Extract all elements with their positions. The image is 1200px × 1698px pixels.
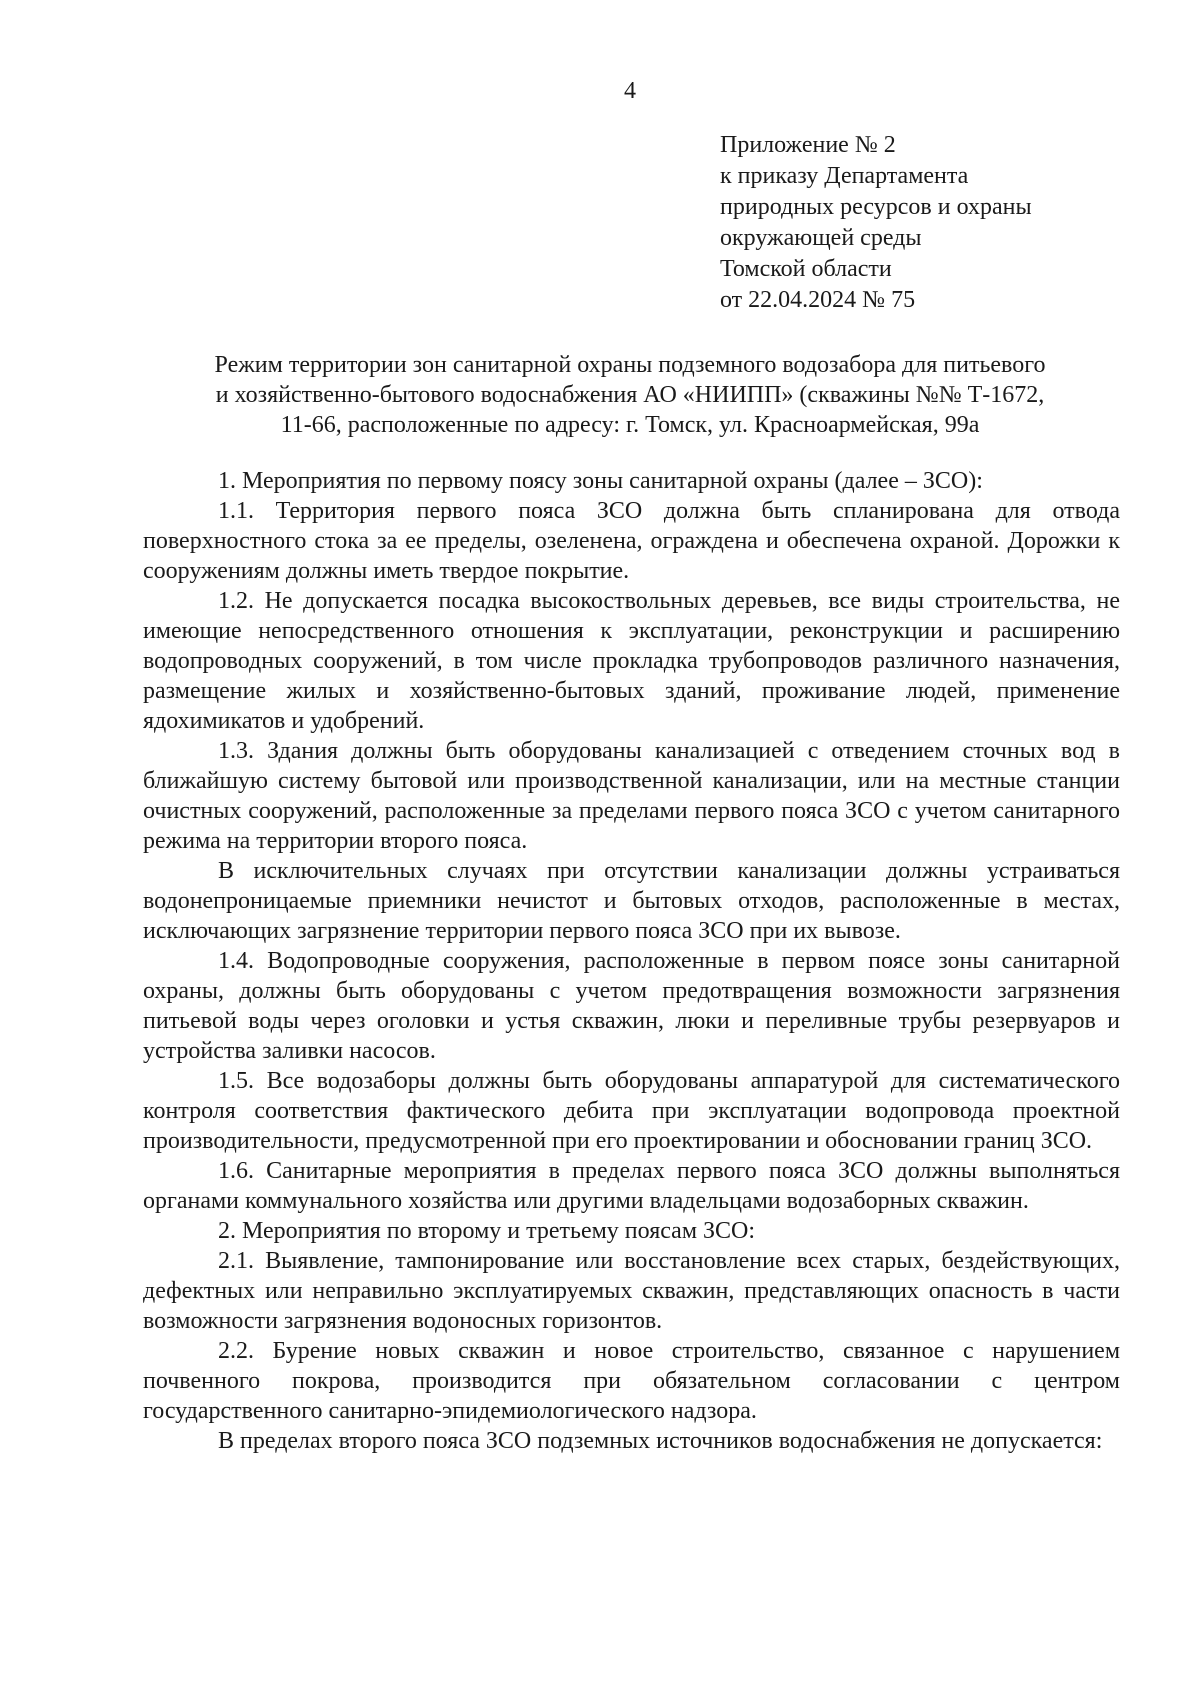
paragraph-2-1: 2.1. Выявление, тампонирование или восстановление всех старых, бездействующих, дефектных или неправильно эксплуатируемых скважин, представляющих опасность в части возможности загрязнения водоносных горизонтов. [143,1248,1120,1334]
appendix-line: от 22.04.2024 № 75 [720,287,916,313]
appendix-line: природных ресурсов и охраны [720,194,1032,220]
paragraph-1-1: 1.1. Территория первого пояса ЗСО должна быть спланирована для отвода поверхностного стока за ее пределы, озеленена, ограждена и обеспечена охраной. Дорожки к сооружениям должны иметь твердое покрытие. [143,498,1120,584]
paragraph-1-5: 1.5. Все водозаборы должны быть оборудованы аппаратурой для систематического контроля соответствия фактического дебита при эксплуатации водопровода проектной производительности, предусмотренной при его проектировании и обосновании границ ЗСО. [143,1068,1120,1154]
appendix-line: окружающей среды [720,225,922,251]
paragraph-second-belt-prohibitions: В пределах второго пояса ЗСО подземных источников водоснабжения не допускается: [218,1428,1103,1454]
title-line: 11-66, расположенные по адресу: г. Томск, ул. Красноармейская, 99а [280,412,980,438]
paragraph-1-3: 1.3. Здания должны быть оборудованы канализацией с отведением сточных вод в ближайшую систему бытовой или производственной канализации, или на местные станции очистных сооружений, расположенные за пределами первого пояса ЗСО с учетом санитарного режима на территории второго пояса. [143,738,1120,854]
appendix-line: Приложение № 2 [720,132,896,158]
page-number: 4 [624,78,636,104]
paragraph-section-2: 2. Мероприятия по второму и третьему поясам ЗСО: [218,1218,756,1244]
paragraph-1-6: 1.6. Санитарные мероприятия в пределах первого пояса ЗСО должны выполняться органами коммунального хозяйства или другими владельцами водозаборных скважин. [143,1158,1120,1214]
paragraph-1-2: 1.2. Не допускается посадка высокоствольных деревьев, все виды строительства, не имеющие непосредственного отношения к эксплуатации, реконструкции и расширению водопроводных сооружений, в том числе прокладка трубопроводов различного назначения, размещение жилых и хозяйственно-бытовых зданий, проживание людей, применение ядохимикатов и удобрений. [143,588,1120,734]
title-line: Режим территории зон санитарной охраны подземного водозабора для питьевого [214,352,1046,378]
paragraph-1-4: 1.4. Водопроводные сооружения, расположенные в первом поясе зоны санитарной охраны, должны быть оборудованы с учетом предотвращения возможности загрязнения питьевой воды через оголовки и устья скважин, люки и переливные трубы резервуаров и устройства заливки насосов. [143,948,1120,1064]
paragraph-exceptional-cases: В исключительных случаях при отсутствии канализации должны устраиваться водонепроницаемые приемники нечистот и бытовых отходов, расположенные в местах, исключающих загрязнение территории первого пояса ЗСО при их вывозе. [143,858,1120,944]
appendix-line: Томской области [720,256,892,282]
appendix-line: к приказу Департамента [720,163,969,189]
paragraph-2-2: 2.2. Бурение новых скважин и новое строительство, связанное с нарушением почвенного покрова, производится при обязательном согласовании с центром государственного санитарно-эпидемиологического надзора. [143,1338,1120,1424]
document-body [143,466,1120,1456]
document-title [140,350,1120,440]
title-line: и хозяйственно-бытового водоснабжения АО «НИИПП» (скважины №№ Т-1672, [215,382,1045,408]
appendix-header [720,130,1032,316]
paragraph-section-1: 1. Мероприятия по первому поясу зоны санитарной охраны (далее – ЗСО): [218,468,983,494]
